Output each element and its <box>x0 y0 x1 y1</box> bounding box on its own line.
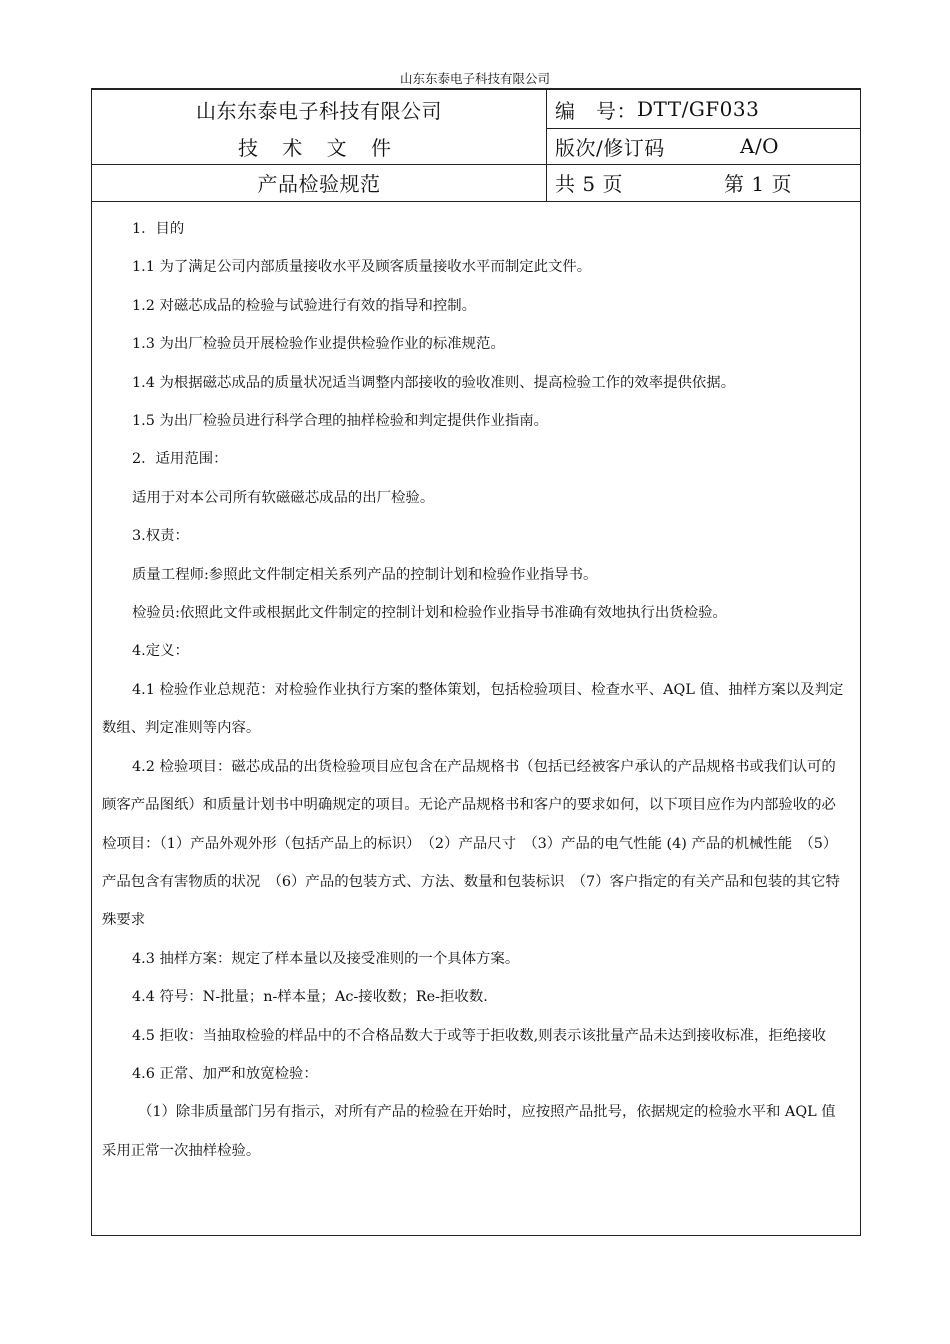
doc-number-label: 编 号： <box>555 98 637 123</box>
responsibility-inspector: 检验员:依照此文件或根据此文件制定的控制计划和检验作业指导书准确有效地执行出货检验。 <box>132 605 727 622</box>
clause-1-2: 1.2 对磁芯成品的检验与试验进行有效的指导和控制。 <box>132 297 477 314</box>
clause-1-4: 1.4 为根据磁芯成品的质量状况适当调整内部接收的验收准则、提高检验工作的效率提供依据。 <box>132 374 736 391</box>
scope-text: 适用于对本公司所有软磁磁芯成品的出厂检验。 <box>132 489 435 506</box>
section-purpose-heading: 1．目的 <box>132 221 185 237</box>
clause-4-3: 4.3 抽样方案：规定了样本量以及接受准则的一个具体方案。 <box>132 950 520 967</box>
clause-4-6: 4.6 正常、加严和放宽检验： <box>132 1065 318 1082</box>
title-block-divider <box>546 90 547 201</box>
doc-name: 产品检验规范 <box>257 172 381 196</box>
total-pages: 共 5 页 <box>555 172 623 196</box>
title-row-rule-3 <box>92 201 860 202</box>
revision-value: A/O <box>740 134 780 158</box>
section-responsibility-heading: 3.权责： <box>132 528 189 545</box>
clause-4-4: 4.4 符号：N-批量；n-样本量；Ac-接收数；Re-拒收数. <box>132 989 488 1006</box>
clause-1-5: 1.5 为出厂检验员进行科学合理的抽样检验和判定提供作业指南。 <box>132 413 549 430</box>
clause-4-1: 4.1 检验作业总规范：对检验作业执行方案的整体策划，包括检验项目、检查水平、AQL 值、抽样方案以及判定数组、判定准则等内容。 <box>102 681 844 737</box>
page-header: 山东东泰电子科技有限公司 <box>399 71 550 86</box>
doc-number-cell <box>555 90 855 128</box>
doc-number-value: DTT/GF033 <box>637 97 760 121</box>
clause-1-3: 1.3 为出厂检验员开展检验作业提供检验作业的标准规范。 <box>132 336 505 353</box>
doc-type: 技 术 文 件 <box>237 135 401 160</box>
company-name: 山东东泰电子科技有限公司 <box>196 98 442 123</box>
document-body <box>92 210 860 1170</box>
clause-4-6-1: （1）除非质量部门另有指示，对所有产品的检验在开始时，应按照产品批号，依据规定的检验水平和 AQL 值采用正常一次抽样检验。 <box>102 1104 836 1159</box>
responsibility-quality-engineer: 质量工程师:参照此文件制定相关系列产品的控制计划和检验作业指导书。 <box>132 566 598 583</box>
page-number: 第 1 页 <box>724 172 792 196</box>
clause-4-5: 4.5 拒收：当抽取检验的样品中的不合格品数大于或等于拒收数,则表示该批量产品未达到接收标准，拒绝接收 <box>132 1027 827 1044</box>
clause-4-2: 4.2 检验项目：磁芯成品的出货检验项目应包含在产品规格书（包括已经被客户承认的产品规格书或我们认可的顾客产品图纸）和质量计划书中明确规定的项目。无论产品规格书和客户的要求如何，以下项目应作为内部验收的必检项目：（1）产品外观外形（包括产品上的标识） （2）产品尺寸 （3）产品的电气性能 (4) 产品的机械性能 （5）产品包含有害物质的状况 （6）产品的包装方式、方法、数量和包装标识 （7）客户指定的有关产品和包装的其它特殊要求 <box>102 758 840 929</box>
section-definitions-heading: 4.定义： <box>132 643 189 660</box>
section-scope-heading: 2．适用范围： <box>132 451 228 468</box>
clause-1-1: 1.1 为了满足公司内部质量接收水平及顾客质量接收水平而制定此文件。 <box>132 259 592 276</box>
document-frame <box>91 89 861 1236</box>
revision-label: 版次/修订码 <box>555 135 665 160</box>
